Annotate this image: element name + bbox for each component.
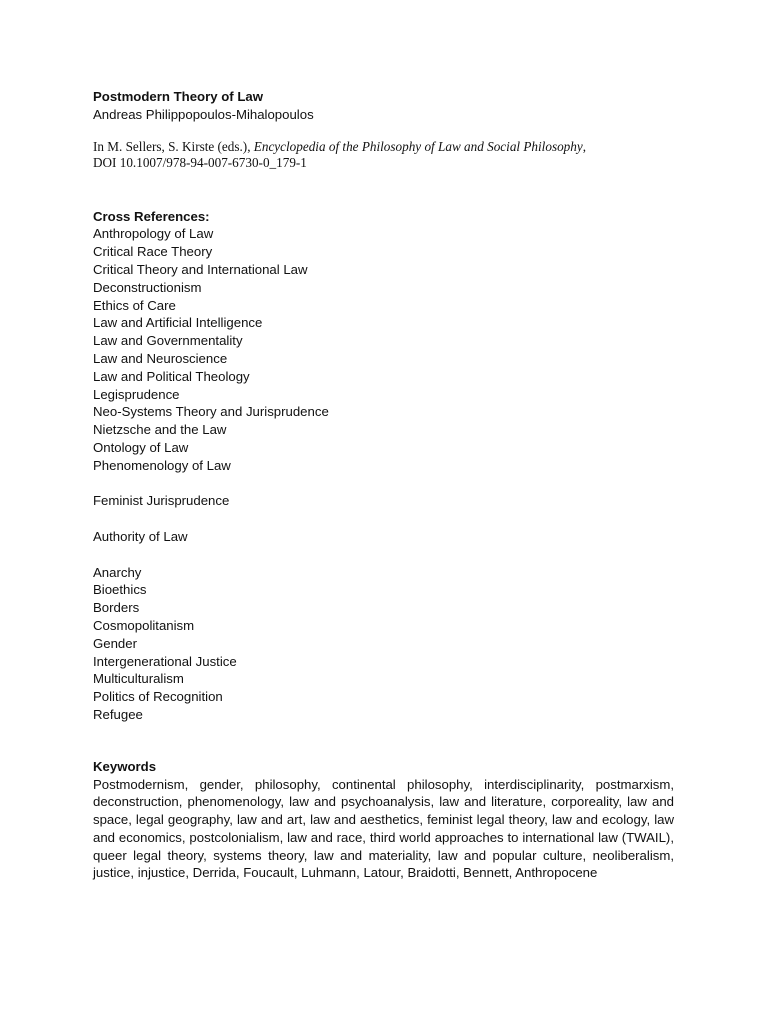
keywords-text: Postmodernism, gender, philosophy, continental philosophy, interdisciplinarity, postmarxism, deconstruction, phenomenology, law and psychoanalysis, law and literature, corporeality, law and space, legal geography, law and art, law and aesthetics, feminist legal theory, law and ecology, law and economics, postcolonialism, law and race, third world approaches to international law (TWAIL), queer legal theory, systems theory, law and materiality, law and popular culture, neoliberalism, justice, injustice, Derrida, Foucault, Luhmann, Latour, Braidotti, Bennett, Anthropocene <box>93 776 674 881</box>
cross-references-group-4 <box>93 564 674 724</box>
cross-reference-item: Phenomenology of Law <box>93 457 231 473</box>
cross-reference-item: Gender <box>93 635 137 651</box>
cross-reference-item: Anarchy <box>93 564 142 580</box>
cross-reference-item: Anthropology of Law <box>93 226 214 242</box>
document-author: Andreas Philippopoulos-Mihalopoulos <box>93 106 314 122</box>
cross-reference-item: Nietzsche and the Law <box>93 422 227 438</box>
cross-references-group-2 <box>93 492 674 510</box>
cross-references-group-1 <box>93 225 674 474</box>
cross-reference-item: Authority of Law <box>93 528 188 544</box>
cross-reference-item: Ontology of Law <box>93 439 189 455</box>
cross-reference-item: Legisprudence <box>93 386 180 402</box>
citation-line <box>93 139 674 155</box>
cross-reference-item: Borders <box>93 600 140 616</box>
cross-reference-item: Ethics of Care <box>93 297 176 313</box>
cross-reference-item: Law and Artificial Intelligence <box>93 315 263 331</box>
document-page <box>93 88 674 882</box>
cross-references <box>93 208 674 724</box>
citation-prefix: In M. Sellers, S. Kirste (eds.), <box>93 138 254 154</box>
document-title: Postmodern Theory of Law <box>93 89 263 104</box>
keywords-heading: Keywords <box>93 758 157 774</box>
keywords-section <box>93 758 674 883</box>
cross-reference-item: Law and Political Theology <box>93 368 250 384</box>
cross-reference-item: Neo-Systems Theory and Jurisprudence <box>93 404 329 420</box>
cross-reference-item: Refugee <box>93 706 143 722</box>
cross-reference-item: Cosmopolitanism <box>93 617 195 633</box>
cross-reference-item: Law and Neuroscience <box>93 350 228 366</box>
cross-references-heading: Cross References: <box>93 208 210 224</box>
citation <box>93 139 674 171</box>
cross-reference-item: Critical Theory and International Law <box>93 261 308 277</box>
citation-work: Encyclopedia of the Philosophy of Law and Social Philosophy <box>253 138 583 154</box>
cross-reference-item: Politics of Recognition <box>93 689 223 705</box>
cross-reference-item: Feminist Jurisprudence <box>93 493 230 509</box>
cross-reference-item: Law and Governmentality <box>93 333 243 349</box>
cross-reference-item: Multiculturalism <box>93 671 184 687</box>
cross-reference-item: Deconstructionism <box>93 279 202 295</box>
cross-references-group-3 <box>93 528 674 546</box>
citation-suffix: , <box>582 138 587 154</box>
cross-reference-item: Intergenerational Justice <box>93 653 237 669</box>
cross-reference-item: Critical Race Theory <box>93 244 213 260</box>
cross-reference-item: Bioethics <box>93 582 147 598</box>
citation-doi: DOI 10.1007/978-94-007-6730-0_179-1 <box>93 154 307 170</box>
